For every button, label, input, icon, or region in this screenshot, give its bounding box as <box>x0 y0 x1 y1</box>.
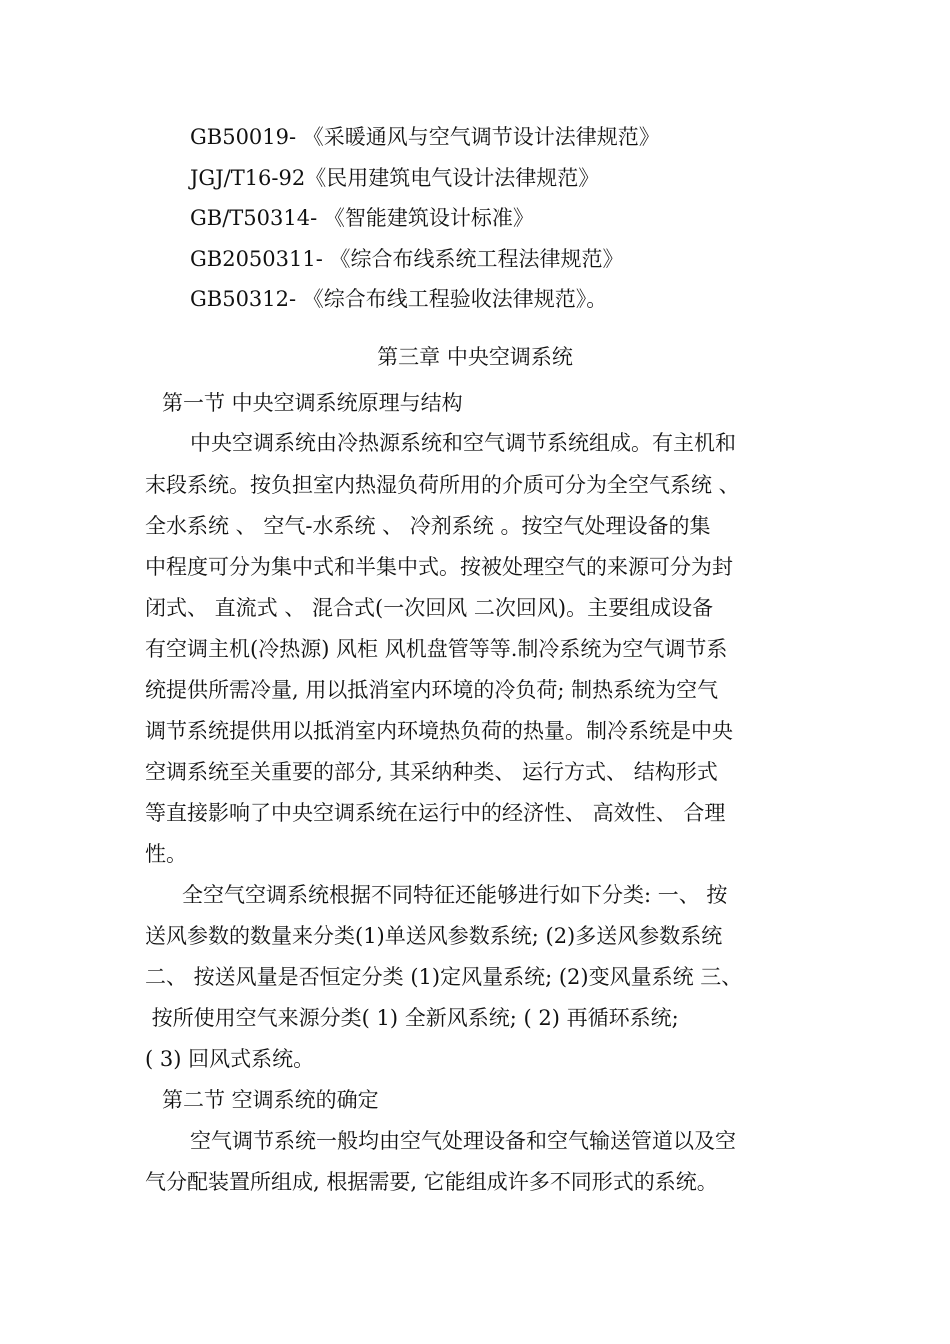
paragraph-line: 统提供所需冷量, 用以抵消室内环境的冷负荷; 制热系统为空气 <box>145 678 719 702</box>
paragraph-line: 全空气空调系统根据不同特征还能够进行如下分类: 一、 按 <box>182 883 728 907</box>
paragraph-line: 中程度可分为集中式和半集中式。按被处理空气的来源可分为封 <box>145 555 733 579</box>
chapter-title: 第三章 中央空调系统 <box>377 345 573 369</box>
paragraph-line: 全水系统 、 空气-水系统 、 冷剂系统 。按空气处理设备的集 <box>145 514 711 538</box>
paragraph-line: 送风参数的数量来分类(1)单送风参数系统; (2)多送风参数系统 <box>145 924 723 948</box>
reference-line: GB50312- 《综合布线工程验收法律规范》。 <box>190 287 608 311</box>
paragraph-line: 中央空调系统由冷热源系统和空气调节系统组成。有主机和 <box>190 431 736 455</box>
paragraph-line: 二、 按送风量是否恒定分类 (1)定风量系统; (2)变风量系统 三、 <box>145 965 743 989</box>
paragraph-line: 闭式、 直流式 、 混合式(一次回风 二次回风)。主要组成设备 <box>145 596 714 620</box>
reference-line: GB50019- 《采暖通风与空气调节设计法律规范》 <box>190 125 660 149</box>
paragraph-line: 空气调节系统一般均由空气处理设备和空气输送管道以及空 <box>190 1129 736 1153</box>
paragraph-line: ( 3) 回风式系统。 <box>145 1047 315 1071</box>
paragraph-line: 气分配装置所组成, 根据需要, 它能组成许多不同形式的系统。 <box>145 1170 718 1194</box>
paragraph-line: 有空调主机(冷热源) 风柜 风机盘管等等.制冷系统为空气调节系 <box>145 637 728 661</box>
paragraph-line: 等直接影响了中央空调系统在运行中的经济性、 高效性、 合理 <box>145 801 726 825</box>
paragraph-line: 末段系统。按负担室内热湿负荷所用的介质可分为全空气系统 、 <box>145 473 740 497</box>
paragraph-line: 按所使用空气来源分类( 1) 全新风系统; ( 2) 再循环系统; <box>145 1006 679 1030</box>
reference-line: GB2050311- 《综合布线系统工程法律规范》 <box>190 247 624 271</box>
reference-line: GB/T50314- 《智能建筑设计标准》 <box>190 206 534 230</box>
paragraph-line: 性。 <box>145 842 187 866</box>
paragraph-line: 空调系统至关重要的部分, 其采纳种类、 运行方式、 结构形式 <box>145 760 718 784</box>
paragraph-line: 调节系统提供用以抵消室内环境热负荷的热量。制冷系统是中央 <box>145 719 733 743</box>
reference-line: JGJ/T16-92《民用建筑电气设计法律规范》 <box>190 166 600 190</box>
section-title: 第一节 中央空调系统原理与结构 <box>162 391 463 415</box>
section-title: 第二节 空调系统的确定 <box>162 1088 379 1112</box>
